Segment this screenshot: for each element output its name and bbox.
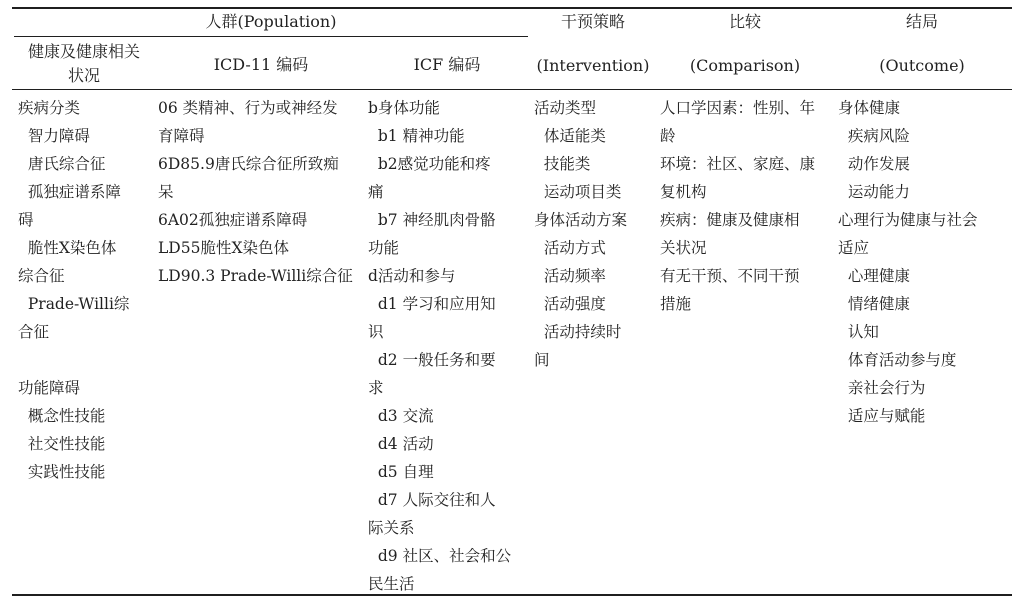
cell-line: 间 bbox=[534, 351, 550, 369]
cell-line: 际关系 bbox=[368, 519, 415, 537]
cell-line: 体适能类 bbox=[534, 127, 606, 145]
cell-line: 概念性技能 bbox=[18, 407, 106, 425]
cell-line: 活动频率 bbox=[534, 267, 606, 285]
cell-line: 亲社会行为 bbox=[838, 379, 926, 397]
cell-line: 人口学因素：性别、年 bbox=[660, 99, 816, 117]
cell-line: d2 一般任务和要 bbox=[368, 351, 496, 369]
top-rule bbox=[12, 7, 1012, 9]
cell-line: 疾病分类 bbox=[18, 99, 81, 117]
col-comparison bbox=[660, 94, 832, 318]
cell-line: LD55脆性X染色体 bbox=[158, 239, 289, 257]
cell-line: Prade-Willi综 bbox=[18, 295, 130, 313]
cell-line: 求 bbox=[368, 379, 384, 397]
cell-line: 痛 bbox=[368, 183, 384, 201]
col-icf bbox=[368, 94, 528, 598]
cell-line: 呆 bbox=[158, 183, 174, 201]
cell-line: b2感觉功能和疼 bbox=[368, 155, 491, 173]
cell-line: d3 交流 bbox=[368, 407, 434, 425]
header-icf: ICF 编码 bbox=[413, 55, 481, 74]
cell-line: 体育活动参与度 bbox=[838, 351, 957, 369]
cell-line: 情绪健康 bbox=[838, 295, 910, 313]
cell-line: 关状况 bbox=[660, 239, 707, 257]
col-health-status bbox=[18, 94, 156, 486]
cell-line: b1 精神功能 bbox=[368, 127, 465, 145]
cell-line: 活动类型 bbox=[534, 99, 597, 117]
cell-line: 心理行为健康与社会 bbox=[838, 211, 978, 229]
cell-line: 育障碍 bbox=[158, 127, 205, 145]
cell-line: d9 社区、社会和公 bbox=[368, 547, 512, 565]
cell-line: 6A02孤独症谱系障碍 bbox=[158, 211, 308, 229]
population-underline bbox=[14, 36, 528, 37]
cell-line: d4 活动 bbox=[368, 435, 434, 453]
cell-line: 6D85.9唐氏综合征所致痴 bbox=[158, 155, 339, 173]
col-intervention bbox=[534, 94, 654, 374]
header-intervention-en: (Intervention) bbox=[536, 56, 650, 75]
header-comparison-cn: 比较 bbox=[728, 12, 761, 31]
cell-line: 孤独症谱系障 bbox=[18, 183, 121, 201]
cell-line: 适应与赋能 bbox=[838, 407, 926, 425]
cell-line: 智力障碍 bbox=[18, 127, 90, 145]
cell-line: 脆性X染色体 bbox=[18, 239, 117, 257]
cell-line: 环境：社区、家庭、康 bbox=[660, 155, 816, 173]
cell-line: 活动强度 bbox=[534, 295, 606, 313]
cell-line: 识 bbox=[368, 323, 384, 341]
cell-line: 身体健康 bbox=[838, 99, 901, 117]
cell-line: 有无干预、不同干预 bbox=[660, 267, 800, 285]
header-population: 人群(Population) bbox=[205, 12, 337, 31]
cell-line: 社交性技能 bbox=[18, 435, 106, 453]
col-icd11 bbox=[158, 94, 364, 290]
cell-line: 运动项目类 bbox=[534, 183, 622, 201]
header-comparison-en: (Comparison) bbox=[689, 56, 801, 75]
cell-line: d5 自理 bbox=[368, 463, 434, 481]
cell-line: 适应 bbox=[838, 239, 870, 257]
col-outcome bbox=[838, 94, 1010, 430]
cell-line: 综合征 bbox=[18, 267, 65, 285]
cell-line: b身体功能 bbox=[368, 99, 440, 117]
cell-line bbox=[18, 346, 156, 374]
cell-line: 唐氏综合征 bbox=[18, 155, 106, 173]
cell-line: b7 神经肌肉骨骼 bbox=[368, 211, 496, 229]
cell-line: 民生活 bbox=[368, 575, 415, 593]
cell-line: 复机构 bbox=[660, 183, 707, 201]
cell-line: 疾病：健康及健康相 bbox=[660, 211, 800, 229]
cell-line: 动作发展 bbox=[838, 155, 910, 173]
cell-line: 功能障碍 bbox=[18, 379, 81, 397]
cell-line: 活动方式 bbox=[534, 239, 606, 257]
cell-line: LD90.3 Prade-Willi综合征 bbox=[158, 267, 353, 285]
cell-line: 身体活动方案 bbox=[534, 211, 628, 229]
cell-line: 龄 bbox=[660, 127, 676, 145]
cell-line: d1 学习和应用知 bbox=[368, 295, 496, 313]
cell-line: 疾病风险 bbox=[838, 127, 910, 145]
cell-line: 心理健康 bbox=[838, 267, 910, 285]
cell-line: 措施 bbox=[660, 295, 692, 313]
cell-line: 运动能力 bbox=[838, 183, 910, 201]
header-outcome-en: (Outcome) bbox=[879, 56, 965, 75]
cell-line: 实践性技能 bbox=[18, 463, 106, 481]
cell-line: 认知 bbox=[838, 323, 879, 341]
cell-line: 碍 bbox=[18, 211, 34, 229]
cell-line: 06 类精神、行为或神经发 bbox=[158, 99, 338, 117]
cell-line: 功能 bbox=[368, 239, 400, 257]
header-icd11: ICD-11 编码 bbox=[213, 55, 309, 74]
cell-line: 合征 bbox=[18, 323, 50, 341]
cell-line: 技能类 bbox=[534, 155, 591, 173]
cell-line: d7 人际交往和人 bbox=[368, 491, 496, 509]
cell-line: 活动持续时 bbox=[534, 323, 622, 341]
header-intervention-cn: 干预策略 bbox=[560, 12, 625, 31]
header-health-status: 健康及健康相关 状况 bbox=[27, 42, 140, 85]
cell-line: d活动和参与 bbox=[368, 267, 456, 285]
header-outcome-cn: 结局 bbox=[905, 12, 938, 31]
header-bottom-rule bbox=[12, 89, 1012, 90]
